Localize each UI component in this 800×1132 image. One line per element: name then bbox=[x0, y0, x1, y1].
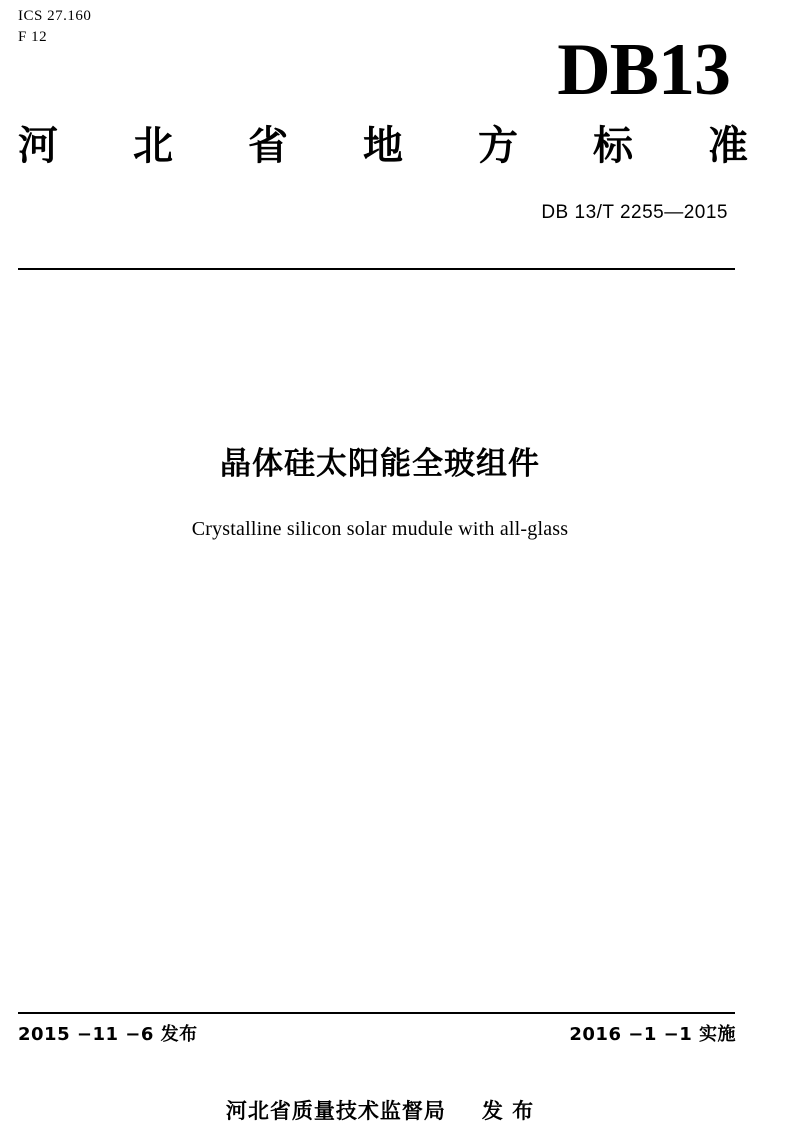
issuer-line bbox=[0, 1095, 760, 1125]
header-divider bbox=[18, 268, 735, 270]
implementation-date: 2016 −1 −1 实施 bbox=[569, 1024, 736, 1045]
db13-logo: DB13 bbox=[557, 29, 730, 111]
classification-code: F 12 bbox=[18, 29, 48, 45]
province-title-char-6: 准 bbox=[708, 123, 748, 169]
province-title-char-0: 河 bbox=[18, 123, 58, 169]
document-title-chinese: 晶体硅太阳能全玻组件 bbox=[220, 446, 540, 482]
province-title-char-1: 北 bbox=[133, 123, 173, 169]
issuer-name: 河北省质量技术监督局 bbox=[225, 1099, 446, 1123]
province-title-char-2: 省 bbox=[248, 123, 288, 169]
ics-block bbox=[18, 6, 91, 48]
standard-number: DB 13/T 2255—2015 bbox=[541, 202, 728, 223]
issue-date: 2015 −11 −6 发布 bbox=[18, 1024, 198, 1045]
issuer-action: 发 布 bbox=[481, 1099, 535, 1123]
document-title-english: Crystalline silicon solar mudule with all-glass bbox=[191, 518, 569, 540]
footer-divider bbox=[18, 1012, 735, 1014]
province-title-char-3: 地 bbox=[363, 123, 403, 169]
province-standard-title bbox=[18, 122, 748, 170]
province-title-char-4: 方 bbox=[478, 123, 518, 169]
ics-code: ICS 27.160 bbox=[18, 8, 92, 24]
province-title-char-5: 标 bbox=[593, 123, 633, 169]
